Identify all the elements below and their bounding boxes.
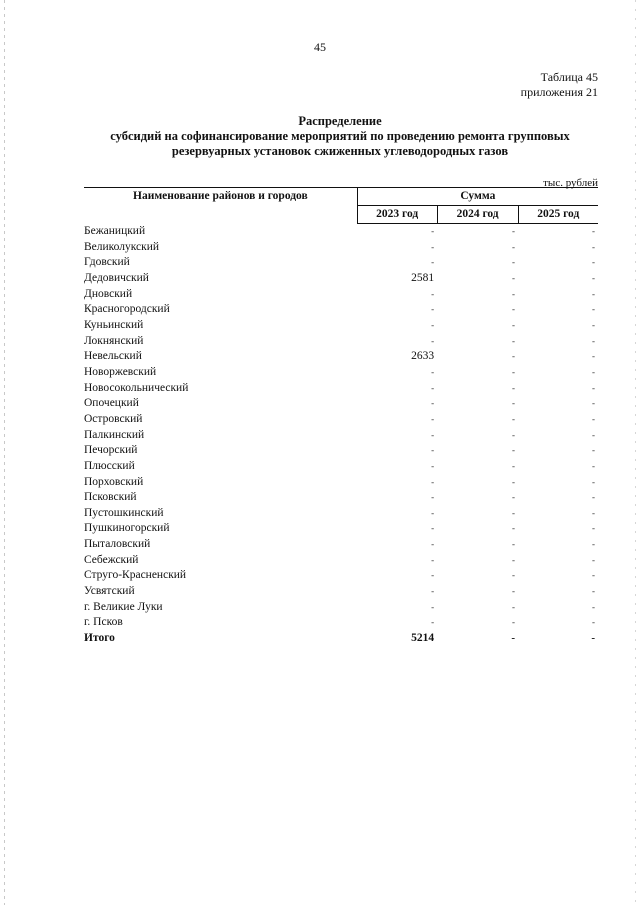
value-2024-cell: - [512,523,516,534]
district-name-cell: Пушкиногорский [84,522,170,535]
table-row [84,365,598,381]
table-row [84,428,598,444]
value-2024-cell: - [512,226,516,236]
page-number: 45 [314,40,326,54]
value-2025-cell: - [592,319,595,330]
value-2025-cell: - [592,398,595,409]
table-row [84,396,598,412]
value-2025-cell: - [592,272,595,283]
district-name-cell: Пустошкинский [84,506,164,519]
value-2023-cell: - [431,382,435,393]
value-2024-cell: - [512,492,516,503]
value-2025-cell: - [592,601,595,612]
value-2023-cell: - [431,507,435,518]
title-line-1: Распределение [298,114,382,128]
value-2023-cell: - [431,257,435,268]
value-2023-cell: - [431,539,435,550]
value-2023-cell: 2581 [411,271,435,284]
table-row [84,568,598,584]
value-2023-cell: - [431,366,435,377]
district-name-cell: Невельский [84,350,142,363]
value-2025-cell: - [592,523,595,534]
value-2023-cell: - [431,413,435,424]
value-2023-cell: - [431,476,435,487]
value-2024-cell: - [512,351,516,362]
value-2024-cell: - [512,507,516,518]
document-title [60,114,620,159]
value-2025-cell: - [592,445,595,456]
header-year-2024: 2024 год [437,206,518,224]
district-name-cell: г. Великие Луки [84,600,163,613]
value-2024-cell: - [512,304,516,315]
table-row [84,381,598,397]
value-2025-cell: - [592,304,595,315]
header-name-column: Наименование районов и городов [84,188,357,224]
table-reference [521,70,598,100]
table-row [84,584,598,600]
value-2024-cell: - [512,601,516,612]
value-2023-cell: - [431,398,435,409]
value-2024-cell: - [512,413,516,424]
units-label: тыс. рублей [543,177,598,189]
value-2024-cell: - [512,445,516,456]
value-2025-cell: - [592,507,595,518]
table-row [84,255,598,271]
value-2023-cell: - [431,601,435,612]
value-2025-cell: - [592,366,595,377]
table-row [84,334,598,350]
district-name-cell: Струго-Красненский [84,569,187,582]
district-name-cell: Дновский [84,287,133,300]
table-row [84,349,598,365]
scan-edge-right [635,0,636,905]
value-2025-cell: - [592,257,595,268]
value-2023-cell: - [431,335,435,346]
value-2025-cell: - [592,570,595,581]
header-sum: Сумма [357,188,598,206]
value-2023-cell: - [431,617,435,628]
value-2024-cell: - [512,257,516,268]
district-name-cell: Порховский [84,475,144,488]
table-row [84,490,598,506]
value-2024-cell: - [512,335,516,346]
scan-edge-left [4,0,5,905]
district-name-cell: Палкинский [84,428,145,441]
district-name-cell: Дедовичский [84,271,149,284]
value-2025-cell: - [592,382,595,393]
table-row [84,553,598,569]
table-row [84,600,598,616]
value-2025-cell: - [592,413,595,424]
value-2024-cell: - [512,288,516,299]
district-name-cell: Островский [84,412,143,425]
value-2025-cell: - [592,554,595,565]
table-row [84,412,598,428]
table-row [84,240,598,256]
value-2023-cell: - [431,304,435,315]
title-line-3: резервуарных установок сжиженных углеводородных газов [171,144,509,158]
subsidy-table [84,187,598,647]
value-2023-cell: 2633 [411,350,435,363]
district-name-cell: г. Псков [84,616,123,629]
table-row [84,537,598,553]
value-2025-cell: - [592,492,595,503]
value-2024-cell: - [512,241,516,252]
value-2024-cell: - [512,382,516,393]
total-row [84,631,598,647]
value-2023-cell: - [431,445,435,456]
value-2024-cell: - [512,476,516,487]
value-2024-cell: - [512,570,516,581]
value-2024-cell: - [512,554,516,565]
value-2025-cell: - [592,226,595,236]
value-2024-cell: - [512,398,516,409]
district-name-cell: Плюсский [84,459,135,472]
value-2023-cell: - [431,554,435,565]
value-2023-cell: - [431,460,435,471]
value-2025-cell: - [592,288,595,299]
district-name-cell: Красногородский [84,303,170,316]
value-2023-cell: - [431,586,435,597]
district-name-cell: Пыталовский [84,538,151,551]
value-2023-cell: - [431,429,435,440]
value-2024-cell: - [512,272,516,283]
value-2023-cell: - [431,319,435,330]
value-2024-cell: - [512,429,516,440]
table-row [84,271,598,287]
value-2024-cell: - [512,586,516,597]
district-name-cell: Бежаницкий [84,224,146,237]
header-year-2025: 2025 год [518,206,598,224]
table-row [84,459,598,475]
value-2025-cell: - [592,429,595,440]
value-2025-cell: - [592,617,595,628]
table-body [84,224,598,647]
value-2025-cell: - [592,460,595,471]
district-name-cell: Великолукский [84,240,160,253]
table-row [84,318,598,334]
district-name-cell: Опочецкий [84,397,139,410]
table-row [84,615,598,631]
table-row [84,506,598,522]
table-row [84,443,598,459]
total-2025-cell: - [591,632,595,645]
district-name-cell: Себежский [84,553,139,566]
table-row [84,287,598,303]
district-name-cell: Гдовский [84,256,130,269]
district-name-cell: Новосокольнический [84,381,189,394]
value-2023-cell: - [431,288,435,299]
value-2024-cell: - [512,319,516,330]
value-2024-cell: - [512,366,516,377]
table-row [84,224,598,240]
value-2024-cell: - [512,617,516,628]
total-2023-cell: 5214 [411,632,435,645]
value-2023-cell: - [431,241,435,252]
value-2023-cell: - [431,492,435,503]
table-row [84,521,598,537]
district-name-cell: Усвятский [84,585,135,598]
table-reference-line-1: Таблица 45 [540,70,598,84]
value-2023-cell: - [431,226,435,236]
value-2024-cell: - [512,460,516,471]
total-label-cell: Итого [84,632,115,645]
district-name-cell: Новоржевский [84,365,157,378]
table-header-row-1 [84,188,598,206]
value-2023-cell: - [431,570,435,581]
value-2025-cell: - [592,586,595,597]
table-reference-line-2: приложения 21 [520,85,598,99]
title-line-2: субсидий на софинансирование мероприятий по проведению ремонта групповых [110,129,570,143]
value-2025-cell: - [592,476,595,487]
value-2025-cell: - [592,241,595,252]
district-name-cell: Псковский [84,491,137,504]
value-2024-cell: - [512,539,516,550]
table-row [84,302,598,318]
total-2024-cell: - [511,632,516,645]
value-2023-cell: - [431,523,435,534]
value-2025-cell: - [592,539,595,550]
header-year-2023: 2023 год [357,206,437,224]
table-row [84,475,598,491]
district-name-cell: Локнянский [84,334,144,347]
value-2025-cell: - [592,335,595,346]
value-2025-cell: - [592,351,595,362]
district-name-cell: Куньинский [84,318,144,331]
district-name-cell: Печорский [84,444,138,457]
